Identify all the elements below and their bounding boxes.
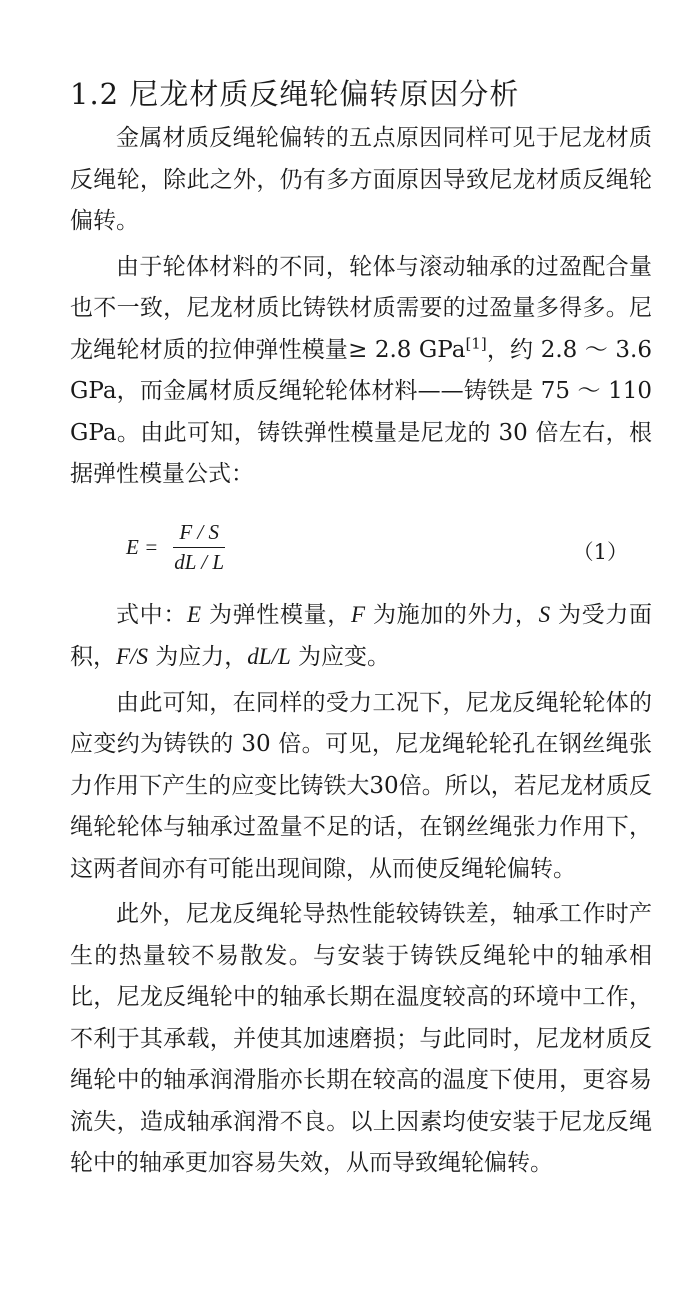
paragraph-3-text-d: 为受力面积， [70,601,652,670]
citation-reference[interactable]: [1] [465,333,487,352]
symbol-F-over-S: F/S [116,644,148,669]
symbol-E: E [186,601,202,627]
paragraph-3-text-b: 为弹性模量， [201,601,351,628]
paragraph-1: 金属材质反绳轮偏转的五点原因同样可见于尼龙材质反绳轮，除此之外，仍有多方面原因导致尼龙材质反绳轮偏转。 [70,125,652,234]
equation-fraction [168,520,230,575]
symbol-S: S [538,601,551,627]
paragraph-2 [70,247,652,496]
symbol-dL-over-L: dL/L [247,644,291,669]
paragraph-4: 由此可知，在同样的受力工况下，尼龙反绳轮轮体的应变约为铸铁的 30 倍。可见，尼龙绳轮轮孔在钢丝绳张力作用下产生的应变比铸铁大30倍。所以，若尼龙材质反绳轮轮体与轴承过盈量不足的话，在钢丝绳张力作用下，这两者间亦有可能出现间隙，从而使反绳轮偏转。 [70,689,652,882]
document-page [70,70,652,1189]
paragraph-5: 此外，尼龙反绳轮导热性能较铸铁差，轴承工作时产生的热量较不易散发。与安装于铸铁反绳轮中的轴承相比，尼龙反绳轮中的轴承长期在温度较高的环境中工作，不利于其承载，并使其加速磨损；与此同时，尼龙材质反绳轮中的轴承润滑脂亦长期在较高的温度下使用，更容易流失，造成轴承润滑不良。以上因素均使安装于尼龙反绳轮中的轴承更加容易失效，从而导致绳轮偏转。 [70,901,652,1176]
equation-body [126,520,230,575]
equation-number: （1） [572,539,628,564]
section-heading: 1.2 尼龙材质反绳轮偏转原因分析 [70,77,520,111]
paragraph-3-text-c: 为施加的外力， [365,601,539,628]
paragraph-3 [70,594,652,679]
paragraph-3-text-e: 为应力， [147,644,248,670]
equation-lhs: E = [126,534,159,559]
paragraph-2-text-a: 由于轮体材料的不同，轮体与滚动轴承的过盈配合量也不一致，尼龙材质比铸铁材质需要的过盈量多得多。尼龙绳轮材质的拉伸弹性模量≥ 2.8 GPa [70,253,652,363]
symbol-F: F [350,601,365,627]
paragraph-3-text-f: 为应变。 [290,644,391,670]
paragraph-3-text-a: 式中： [116,601,187,628]
equation-denominator: dL / L [174,549,225,574]
paragraph-2-text-b: ，约 2.8 ～ 3.6 GPa，而金属材质反绳轮轮体材料——铸铁是 75 ～ 110 GPa。由此可知，铸铁弹性模量是尼龙的 30 倍左右，根据弹性模量公式： [70,336,652,487]
equation-numerator: F / S [173,520,225,548]
equation-1 [70,500,652,594]
